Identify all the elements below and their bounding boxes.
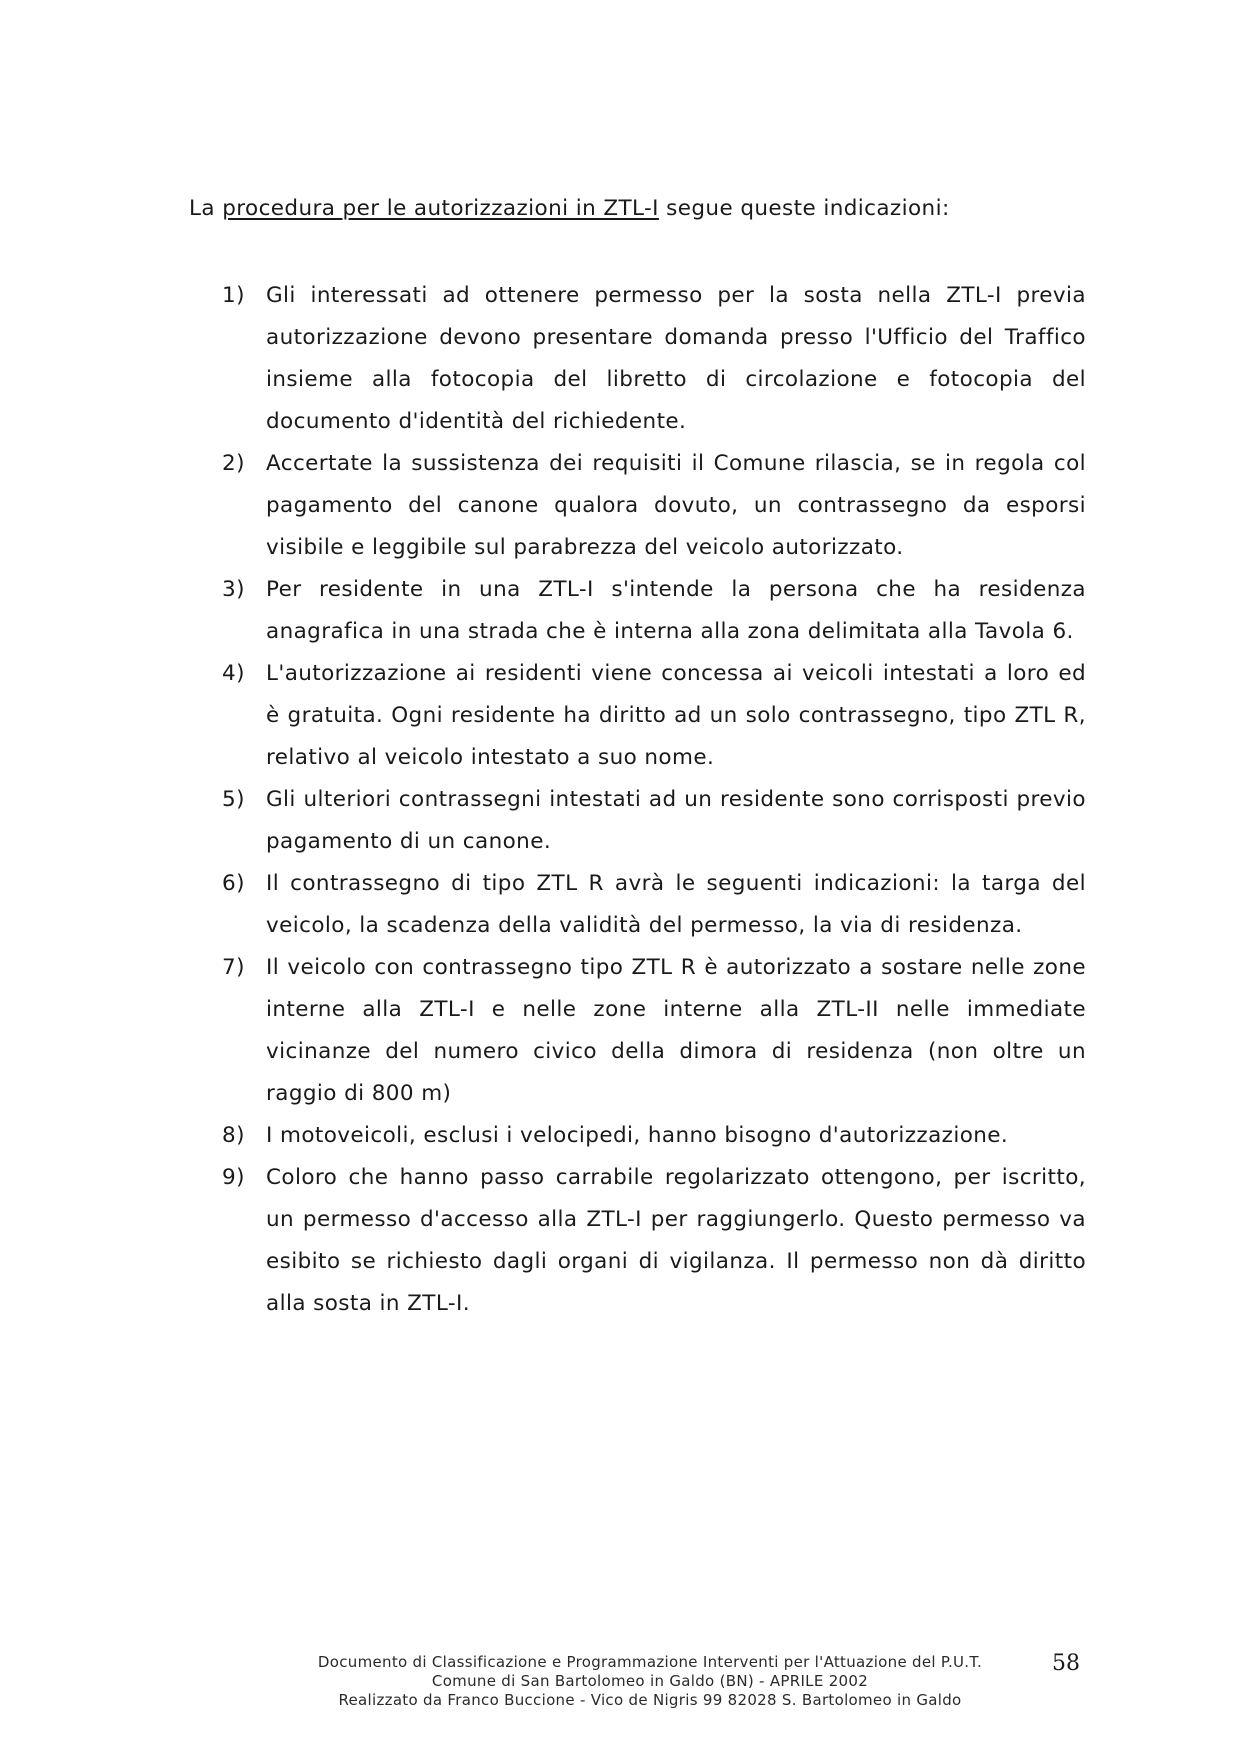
item-number: 9) xyxy=(222,1165,245,1190)
item-text: I motoveicoli, esclusi i velocipedi, hanno bisogno d'autorizzazione. xyxy=(266,1123,1009,1148)
page-footer xyxy=(230,1653,1070,1710)
list-item xyxy=(222,443,1086,569)
item-text: Il veicolo con contrassegno tipo ZTL R è autorizzato a sostare nelle zone interne alla ZTL-I e nelle zone interne alla ZTL-II nelle immediate vicinanze del numero civico della dimora di residenza (non oltre un raggio di 800 m) xyxy=(266,955,1086,1106)
item-number: 3) xyxy=(222,577,245,602)
footer-document-title: Documento di Classificazione e Programmazione Interventi per l'Attuazione del P.U.T. xyxy=(317,1653,983,1671)
procedure-list xyxy=(222,275,1086,1325)
item-text: L'autorizzazione ai residenti viene concessa ai veicoli intestati a loro ed è gratuita. Ogni residente ha diritto ad un solo contrassegno, tipo ZTL R, relativo al veicolo intestato a suo nome. xyxy=(266,661,1086,770)
item-number: 4) xyxy=(222,661,245,686)
list-item xyxy=(222,1157,1086,1325)
item-number: 6) xyxy=(222,871,245,896)
item-text: Gli ulteriori contrassegni intestati ad un residente sono corrisposti previo pagamento di un canone. xyxy=(266,787,1086,854)
footer-author-address: Realizzato da Franco Buccione - Vico de Nigris 99 82028 S. Bartolomeo in Galdo xyxy=(338,1691,962,1709)
list-item xyxy=(222,569,1086,653)
list-item xyxy=(222,1115,1086,1157)
intro-prefix: La xyxy=(189,196,223,221)
list-item xyxy=(222,863,1086,947)
list-item xyxy=(222,947,1086,1115)
item-number: 1) xyxy=(222,283,245,308)
item-text: Coloro che hanno passo carrabile regolarizzato ottengono, per iscritto, un permesso d'accesso alla ZTL-I per raggiungerlo. Questo permesso va esibito se richiesto dagli organi di vigilanza. Il permesso non dà diritto alla sosta in ZTL-I. xyxy=(266,1165,1086,1316)
list-item xyxy=(222,779,1086,863)
item-number: 2) xyxy=(222,451,245,476)
intro-underlined-phrase: procedura per le autorizzazioni in ZTL-I xyxy=(222,196,659,221)
page-number: 58 xyxy=(1052,1651,1080,1676)
item-number: 5) xyxy=(222,787,245,812)
intro-paragraph xyxy=(189,194,1089,224)
item-number: 8) xyxy=(222,1123,245,1148)
list-item xyxy=(222,275,1086,443)
item-number: 7) xyxy=(222,955,245,980)
item-text: Per residente in una ZTL-I s'intende la persona che ha residenza anagrafica in una strada che è interna alla zona delimitata alla Tavola 6. xyxy=(266,577,1086,644)
item-text: Gli interessati ad ottenere permesso per la sosta nella ZTL-I previa autorizzazione devono presentare domanda presso l'Ufficio del Traffico insieme alla fotocopia del libretto di circolazione e fotocopia del documento d'identità del richiedente. xyxy=(266,283,1086,434)
footer-municipality-date: Comune di San Bartolomeo in Galdo (BN) - APRILE 2002 xyxy=(431,1672,869,1690)
intro-suffix: segue queste indicazioni: xyxy=(658,196,950,221)
item-text: Il contrassegno di tipo ZTL R avrà le seguenti indicazioni: la targa del veicolo, la scadenza della validità del permesso, la via di residenza. xyxy=(266,871,1086,938)
item-text: Accertate la sussistenza dei requisiti il Comune rilascia, se in regola col pagamento del canone qualora dovuto, un contrassegno da esporsi visibile e leggibile sul parabrezza del veicolo autorizzato. xyxy=(266,451,1086,560)
list-item xyxy=(222,653,1086,779)
